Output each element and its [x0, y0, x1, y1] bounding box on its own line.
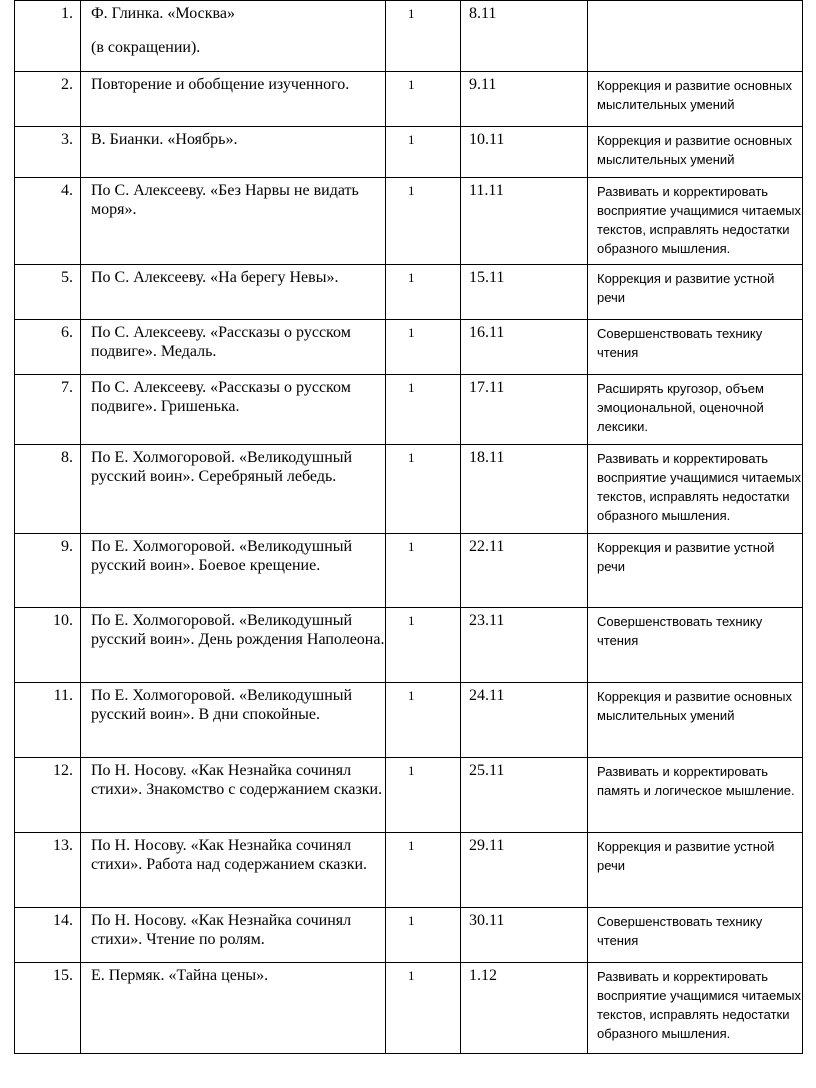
lesson-goal: Расширять кругозор, объем эмоциональной, оценочной лексики.	[588, 375, 803, 445]
lesson-date: 25.11	[461, 758, 588, 833]
lesson-topic: По Е. Холмогоровой. «Великодушный русский воин». В дни спокойные.	[81, 683, 386, 758]
table-row	[15, 127, 803, 178]
lesson-hours: 1	[386, 72, 461, 127]
lesson-goal	[588, 1, 803, 72]
lesson-hours: 1	[386, 908, 461, 963]
lesson-goal: Развивать и корректировать память и логическое мышление.	[588, 758, 803, 833]
row-number: 14.	[15, 908, 81, 963]
lesson-goal: Коррекция и развитие устной речи	[588, 534, 803, 608]
table-row	[15, 908, 803, 963]
row-number: 5.	[15, 265, 81, 320]
lesson-date: 22.11	[461, 534, 588, 608]
lesson-topic: Ф. Глинка. «Москва»	[91, 5, 235, 22]
lesson-hours: 1	[386, 758, 461, 833]
lesson-topic: По С. Алексееву. «Рассказы о русском подвиге». Гришенька.	[81, 375, 386, 445]
lesson-topic-note: (в сокращении).	[91, 39, 201, 56]
lesson-goal: Коррекция и развитие устной речи	[588, 833, 803, 908]
lesson-hours: 1	[386, 833, 461, 908]
table-row	[15, 375, 803, 445]
lesson-hours: 1	[386, 445, 461, 534]
table-row	[15, 265, 803, 320]
row-number: 7.	[15, 375, 81, 445]
lesson-plan-table	[14, 0, 803, 1054]
lesson-goal: Коррекция и развитие основных мыслительных умений	[588, 72, 803, 127]
lesson-hours: 1	[386, 375, 461, 445]
table-row	[15, 833, 803, 908]
lesson-date: 9.11	[461, 72, 588, 127]
table-row	[15, 178, 803, 265]
row-number: 13.	[15, 833, 81, 908]
lesson-topic: Повторение и обобщение изученного.	[81, 72, 386, 127]
table-row	[15, 534, 803, 608]
lesson-date: 30.11	[461, 908, 588, 963]
lesson-hours: 1	[386, 534, 461, 608]
lesson-hours: 1	[386, 963, 461, 1054]
lesson-date: 8.11	[461, 1, 588, 72]
lesson-date: 24.11	[461, 683, 588, 758]
lesson-topic: По Н. Носову. «Как Незнайка сочинял стихи». Чтение по ролям.	[81, 908, 386, 963]
lesson-topic-cell	[81, 1, 386, 72]
lesson-topic: По Е. Холмогоровой. «Великодушный русский воин». Серебряный лебедь.	[81, 445, 386, 534]
row-number: 1.	[15, 1, 81, 72]
lesson-goal: Коррекция и развитие основных мыслительных умений	[588, 683, 803, 758]
lesson-hours: 1	[386, 265, 461, 320]
lesson-topic: По Е. Холмогоровой. «Великодушный русский воин». Боевое крещение.	[81, 534, 386, 608]
lesson-date: 1.12	[461, 963, 588, 1054]
table-row	[15, 963, 803, 1054]
lesson-date: 10.11	[461, 127, 588, 178]
lesson-goal: Коррекция и развитие основных мыслительных умений	[588, 127, 803, 178]
lesson-topic: В. Бианки. «Ноябрь».	[81, 127, 386, 178]
lesson-goal: Коррекция и развитие устной речи	[588, 265, 803, 320]
lesson-topic: По С. Алексееву. «Рассказы о русском подвиге». Медаль.	[81, 320, 386, 375]
lesson-goal: Развивать и корректировать восприятие учащимися читаемых текстов, исправлять недостатки образного мышления.	[588, 178, 803, 265]
row-number: 3.	[15, 127, 81, 178]
lesson-topic: По С. Алексееву. «На берегу Невы».	[81, 265, 386, 320]
lesson-topic: По Н. Носову. «Как Незнайка сочинял стихи». Работа над содержанием сказки.	[81, 833, 386, 908]
row-number: 11.	[15, 683, 81, 758]
lesson-date: 23.11	[461, 608, 588, 683]
lesson-date: 11.11	[461, 178, 588, 265]
row-number: 4.	[15, 178, 81, 265]
lesson-goal: Развивать и корректировать восприятие учащимися читаемых текстов, исправлять недостатки образного мышления.	[588, 963, 803, 1054]
lesson-goal: Развивать и корректировать восприятие учащимися читаемых текстов, исправлять недостатки образного мышления.	[588, 445, 803, 534]
table-row	[15, 608, 803, 683]
lesson-date: 16.11	[461, 320, 588, 375]
row-number: 12.	[15, 758, 81, 833]
row-number: 8.	[15, 445, 81, 534]
lesson-hours: 1	[386, 320, 461, 375]
table-row	[15, 445, 803, 534]
lesson-date: 29.11	[461, 833, 588, 908]
lesson-hours: 1	[386, 1, 461, 72]
lesson-date: 17.11	[461, 375, 588, 445]
lesson-date: 15.11	[461, 265, 588, 320]
lesson-topic: По Е. Холмогоровой. «Великодушный русский воин». День рождения Наполеона.	[81, 608, 386, 683]
row-number: 6.	[15, 320, 81, 375]
row-number: 10.	[15, 608, 81, 683]
lesson-topic: По С. Алексееву. «Без Нарвы не видать моря».	[81, 178, 386, 265]
lesson-hours: 1	[386, 608, 461, 683]
row-number: 9.	[15, 534, 81, 608]
lesson-goal: Совершенствовать технику чтения	[588, 908, 803, 963]
row-number: 2.	[15, 72, 81, 127]
row-number: 15.	[15, 963, 81, 1054]
table-row	[15, 320, 803, 375]
lesson-goal: Совершенствовать технику чтения	[588, 608, 803, 683]
lesson-topic: Е. Пермяк. «Тайна цены».	[81, 963, 386, 1054]
table-row	[15, 758, 803, 833]
table-row	[15, 72, 803, 127]
lesson-topic: По Н. Носову. «Как Незнайка сочинял стихи». Знакомство с содержанием сказки.	[81, 758, 386, 833]
lesson-goal: Совершенствовать технику чтения	[588, 320, 803, 375]
lesson-hours: 1	[386, 178, 461, 265]
lesson-date: 18.11	[461, 445, 588, 534]
lesson-hours: 1	[386, 127, 461, 178]
table-row	[15, 1, 803, 72]
lesson-hours: 1	[386, 683, 461, 758]
table-row	[15, 683, 803, 758]
